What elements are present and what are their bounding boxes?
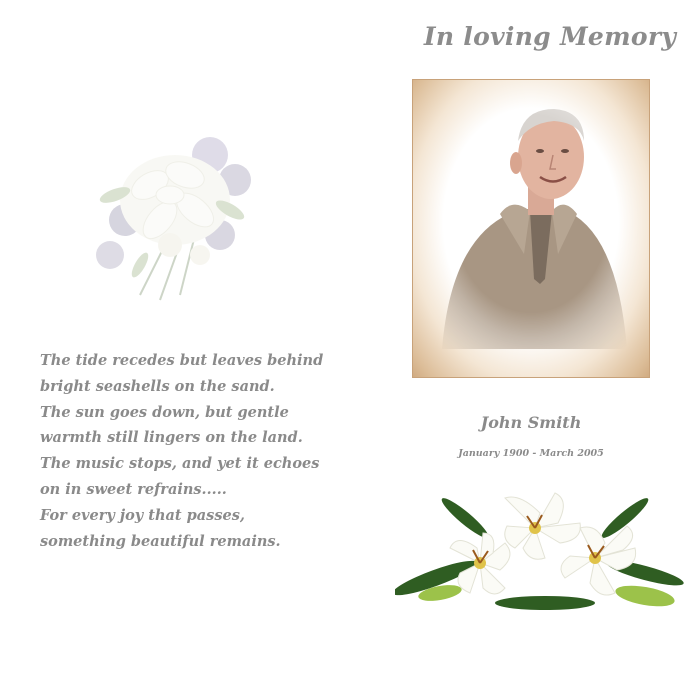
poem-line: something beautiful remains. — [40, 532, 281, 550]
right-page — [350, 0, 700, 700]
portrait-frame — [412, 79, 650, 378]
lilies-image — [395, 478, 695, 628]
poem-line: The sun goes down, but gentle — [40, 403, 289, 421]
poem — [40, 348, 340, 554]
page-title: In loving Memory — [423, 22, 677, 51]
poem-line: The tide recedes but leaves behind — [40, 352, 324, 369]
deceased-name: John Smith — [480, 413, 582, 432]
life-dates: January 1900 - March 2005 — [458, 448, 604, 459]
poem-line: For every joy that passes, — [40, 506, 245, 524]
bouquet-image — [70, 115, 280, 315]
poem-line: warmth still lingers on the land. — [40, 429, 303, 447]
poem-line: on in sweet refrains..... — [40, 480, 227, 498]
portrait-image — [412, 79, 650, 378]
poem-line: bright seashells on the sand. — [40, 377, 275, 395]
poem-line: The music stops, and yet it echoes — [40, 455, 320, 473]
